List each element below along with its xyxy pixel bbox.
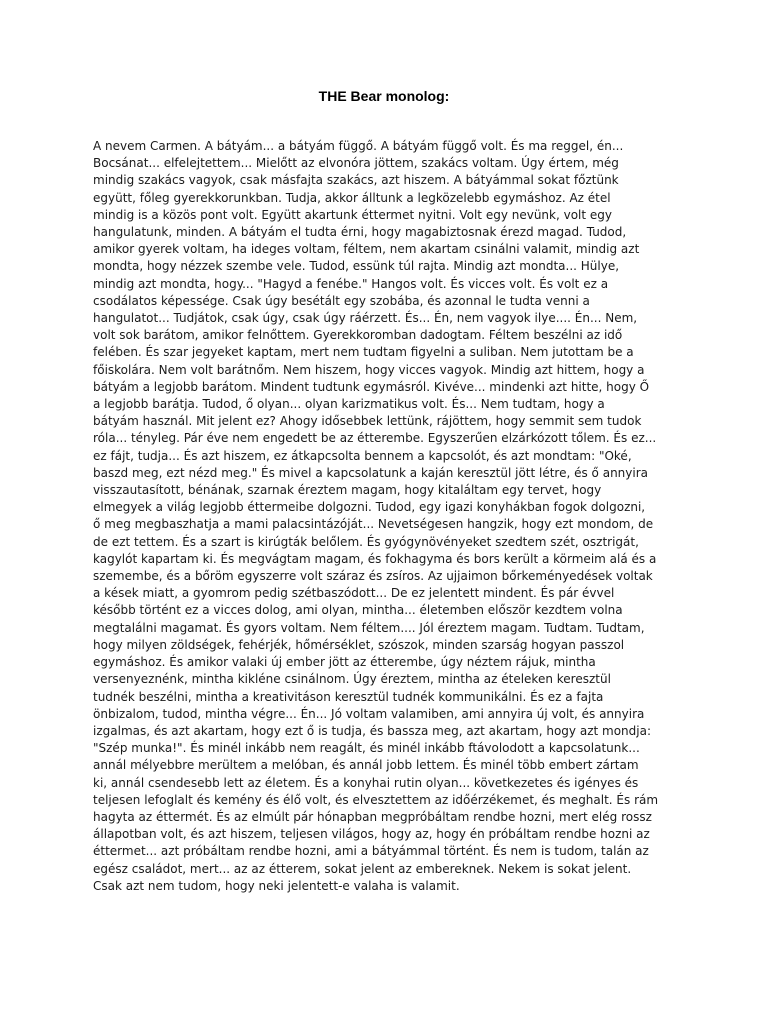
paragraph-line: főiskolára. Nem volt barátnőm. Nem hiszem, hogy vicces vagyok. Mindig azt hittem, hogy a — [93, 362, 645, 377]
paragraph-line: egymáshoz. És amikor valaki új ember jött az étterembe, úgy néztem rájuk, mintha — [93, 655, 596, 670]
paragraph-line: elmegyek a világ legjobb éttermeibe dolgozni. Tudod, egy igazi konyhákban fogok dolgozni, — [93, 500, 646, 515]
paragraph-line: felében. És szar jegyeket kaptam, mert nem tudtam figyelni a suliban. Nem jutottam be a — [93, 345, 634, 360]
paragraph-line: tudnék beszélni, mintha a kreativitáson keresztül tudnék kommunikálni. És ez a fajta — [93, 689, 604, 704]
paragraph-line: kagylót kapartam ki. És megvágtam magam, és fokhagyma és bors került a körmeim alá és a — [93, 551, 657, 566]
paragraph-line: mondta, hogy nézzek szembe vele. Tudod, essünk túl rajta. Mindig azt mondta... Hülye, — [93, 259, 620, 274]
paragraph-line: Csak azt nem tudom, hogy neki jelentett-e valaha is valamit. — [93, 878, 460, 893]
paragraph-line: A nevem Carmen. A bátyám... a bátyám függő. A bátyám függő volt. És ma reggel, én... — [93, 139, 624, 153]
paragraph-line: a kések miatt, a gyomrom pedig szétbaszódott... De ez jelentett mindent. És pár évvel — [93, 586, 615, 601]
paragraph-line: baszd meg, ezt nézd meg." És mivel a kapcsolatunk a kaján keresztül jött létre, és ő annyira — [93, 465, 648, 480]
paragraph-line: izgalmas, és azt akartam, hogy ezt ő is tudja, és bassza meg, azt akartam, hogy azt mondja: — [93, 723, 651, 738]
paragraph-line: ki, annál csendesebb lett az életem. És a konyhai rutin olyan... következetes és igényes és — [93, 775, 639, 790]
paragraph-line: éttermet... azt próbáltam rendbe hozni, ami a bátyámmal történt. És nem is tudom, talán az — [93, 844, 649, 859]
paragraph-line: bátyám használ. Mit jelent ez? Ahogy idősebbek lettünk, rájöttem, hogy semmit sem tudok — [93, 414, 642, 429]
paragraph-line: volt sok barátom, amikor felnőttem. Gyerekkoromban dadogtam. Féltem beszélni az idő — [93, 328, 623, 343]
paragraph-line: szemembe, és a bőröm egyszerre volt száraz és zsíros. Az ujjaimon bőrkeményedések voltak — [93, 569, 653, 584]
paragraph-line: annál mélyebbre merültem a melóban, és annál jobb lettem. És minél több embert zártam — [93, 758, 639, 773]
paragraph-line: megtalálni magamat. És gyors voltam. Nem féltem.... Jól éreztem magam. Tudtam. Tudtam, — [93, 620, 645, 635]
paragraph-line: mindig szakács vagyok, csak másfajta szakács, azt hiszem. A bátyámmal sokat főztünk — [93, 173, 619, 188]
paragraph-line: később történt ez a vicces dolog, ami olyan, mintha... életemben először kezdtem volna — [93, 603, 623, 618]
paragraph-line: hogy milyen zöldségek, fehérjék, hőmérséklet, szószok, minden szarság hogyan passzol — [93, 637, 625, 652]
paragraph-line: állapotban volt, és azt hiszem, teljesen világos, hogy az, hogy én próbáltam rendbe hozni az — [93, 827, 650, 842]
paragraph-line: önbizalom, tudod, mintha végre... Én... Jó voltam valamiben, ami annyira új volt, és annyira — [93, 706, 645, 721]
paragraph-line: "Szép munka!". És minél inkább nem reagált, és minél inkább ftávolodott a kapcsolatunk... — [93, 741, 640, 756]
paragraph-line: róla... tényleg. Pár éve nem engedett be az étterembe. Egyszerűen elzárkózott tőlem. És ez... — [93, 431, 657, 446]
paragraph-line: egész családot, mert... az az étterem, sokat jelent az embereknek. Nekem is sokat jelent. — [93, 861, 632, 876]
paragraph-line: ő meg megbaszhatja a mami palacsintázóját... Nevetségesen hangzik, hogy ezt mondom, de — [93, 517, 654, 532]
paragraph-line: a legjobb barátja. Tudod, ő olyan... olyan karizmatikus volt. És... Nem tudtam, hogy a — [93, 397, 605, 412]
document-title: THE Bear monolog: — [318, 88, 450, 104]
paragraph-line: hangulatunk, minden. A bátyám el tudta érni, hogy magabiztosnak érezd magad. Tudod, — [93, 225, 627, 240]
paragraph-line: Bocsánat... elfelejtettem... Mielőtt az elvonóra jöttem, szakács voltam. Úgy értem, még — [93, 156, 619, 171]
paragraph-line: csodálatos képessége. Csak úgy besétált egy szobába, és azonnal le tudta venni a — [93, 293, 590, 308]
paragraph-line: amikor gyerek voltam, ha ideges voltam, féltem, nem akartam csinálni valamit, mindig azt — [93, 242, 640, 257]
paragraph-line: visszautasított, bénának, szarnak éreztem magam, hogy kitaláltam egy tervet, hogy — [93, 483, 602, 498]
paragraph-line: teljesen lefoglalt és kemény és élő volt, és elvesztettem az időérzékemet, és meghalt. És rám — [93, 792, 659, 807]
paragraph-line: de ezt tettem. És a szart is kirúgták belőlem. És gyógynövényeket szedtem szét, osztrigát, — [93, 534, 639, 549]
paragraph-line: mindig azt mondta, hogy... "Hagyd a fenébe." Hangos volt. És vicces volt. És volt ez a — [93, 276, 609, 291]
paragraph-line: versenyeznénk, mintha kikléne csinálnom. Úgy éreztem, mintha az ételeken keresztül — [93, 672, 611, 687]
paragraph-line: hagyta az éttermét. És az elmúlt pár hónapban megpróbáltam rendbe hozni, mert elég rossz — [93, 809, 652, 824]
paragraph-line: bátyám a legjobb barátom. Mindent tudtunk egymásról. Kivéve... mindenki azt hitte, hogy Ő — [93, 379, 650, 394]
paragraph-line: hangulatot... Tudjátok, csak úgy, csak úgy ráérzett. És... Én, nem vagyok ilye.... Én... Nem, — [93, 311, 638, 326]
paragraph-line: együtt, főleg gyerekkorunkban. Tudja, akkor álltunk a legközelebb egymáshoz. Az étel — [93, 190, 611, 205]
document-body — [93, 138, 683, 895]
paragraph-line: mindig is a közös pont volt. Együtt akartunk éttermet nyitni. Volt egy nevünk, volt egy — [93, 207, 613, 222]
paragraph-line: ez fájt, tudja... És azt hiszem, ez átkapcsolta bennem a kapcsolót, és azt mondtam: "Oké, — [93, 448, 632, 463]
